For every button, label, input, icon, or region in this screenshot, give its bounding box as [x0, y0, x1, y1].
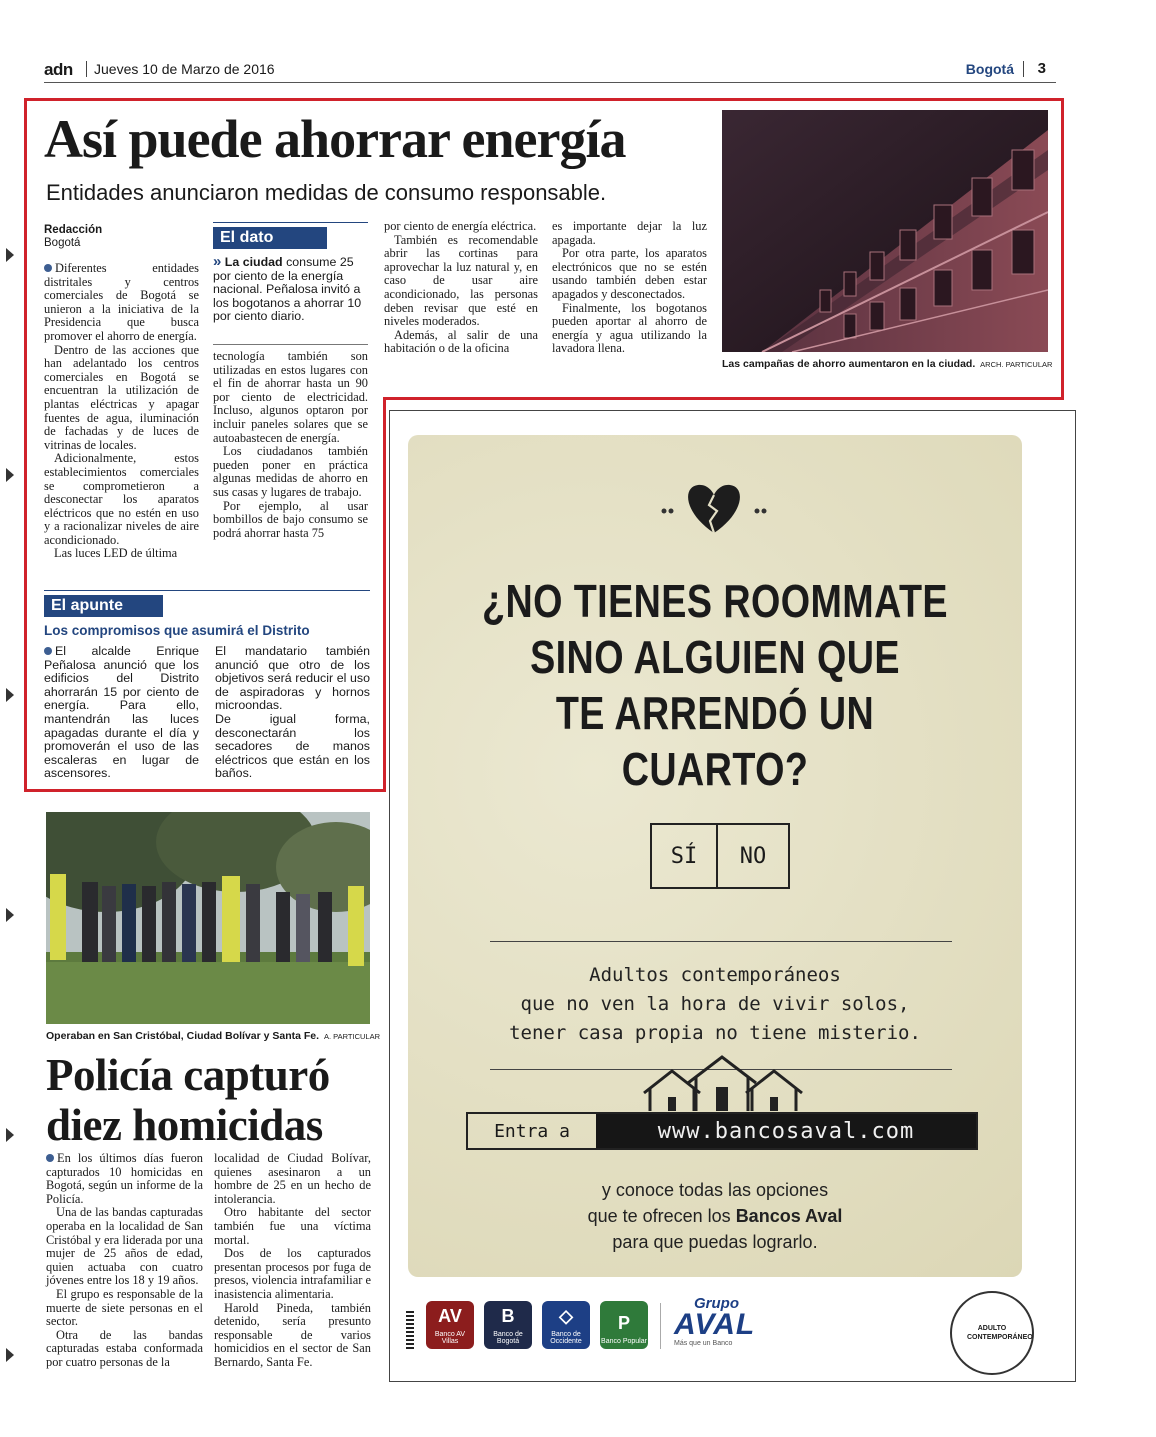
divider	[1023, 61, 1024, 77]
paragraph: Diferentes entidades distritales y centros comerciales de Bogotá se unieron a la iniciativa de la Presidencia que busca promover el ahorro de energía.	[44, 261, 199, 343]
paragraph: Adicionalmente, estos establecimientos comerciales se comprometieron a desconectar los aparatos eléctricos que no estén en uso y a racionalizar niveles de aire acondicionado.	[44, 451, 199, 547]
byline-location: Bogotá	[44, 237, 81, 249]
paragraph: Dos de los capturados presentan procesos por fuga de presos, violencia intrafamiliar e inasistencia alimentaria.	[214, 1246, 371, 1301]
paragraph: Otro habitante del sector también fue una víctima mortal.	[214, 1205, 371, 1247]
paragraph: El mandatario también anunció que otro de los objetivos será reducir el uso de aspiradoras y hornos microondas.	[215, 644, 370, 713]
paragraph: De igual forma, desconectarán los secadores de manos eléctricos que están en los baños.	[215, 711, 370, 781]
building-illustration	[722, 110, 1048, 352]
highlight-outline	[24, 398, 27, 792]
building-photo	[722, 110, 1048, 352]
paragraph: localidad de Ciudad Bolívar, quienes asesinaron a un hombre de 25 en un hecho de intolerancia.	[214, 1151, 371, 1206]
chevron-right-icon: »	[213, 253, 222, 270]
margin-mark	[6, 248, 14, 262]
option-yes-label: SÍ	[670, 843, 698, 869]
ad-body: Adultos contemporáneos que no ven la hora de vivir solos, tener casa propia no tiene misterio.	[509, 964, 921, 1044]
bullet-icon	[44, 647, 52, 655]
margin-mark	[6, 468, 14, 482]
police-headline: Policía capturó diez homicidas	[46, 1050, 330, 1150]
houses-icon	[638, 1053, 808, 1113]
option-no-box[interactable]	[718, 823, 790, 889]
bank-logos	[426, 1301, 648, 1349]
divider	[86, 61, 87, 77]
group-tagline: Más que un Banco	[674, 1340, 733, 1347]
photo-credit: A. PARTICULAR	[324, 1032, 380, 1041]
grupo-aval-logo	[674, 1295, 755, 1347]
bank-logo-occidente: ◇ Banco de Occidente	[542, 1301, 590, 1349]
paragraph: Además, al salir de una habitación o de la oficina	[384, 327, 538, 356]
cta-url[interactable]: www.bancosaval.com	[596, 1114, 976, 1148]
barcode-icon	[406, 1311, 414, 1351]
byline	[44, 224, 102, 250]
margin-mark	[6, 688, 14, 702]
police-photo	[46, 812, 370, 1024]
cta-prefix: Entra a	[494, 1120, 570, 1142]
seal-text: ADULTO CONTEMPORÁNEO	[967, 1325, 1033, 1341]
photo-credit: ARCH. PARTICULAR	[980, 360, 1053, 369]
paragraph: Finalmente, los bogotanos pueden aportar al ahorro de energía y agua utilizando la lavadora llena.	[552, 300, 707, 356]
option-no-label: NO	[739, 843, 767, 869]
el-dato-box	[213, 222, 368, 324]
paragraph: El grupo es responsable de la muerte de siete personas en el sector.	[46, 1286, 203, 1329]
issue-date: Jueves 10 de Marzo de 2016	[94, 61, 275, 77]
paragraph: Dentro de las acciones que han adelantado los centros comerciales en Bogotá se encuentran la utilización de plantas eléctricas y apagar fuentes de agua, iluminación de fachadas y de luces de vitrinas de locales.	[44, 342, 199, 452]
highlight-outline	[383, 397, 1064, 400]
bullet-icon	[44, 264, 52, 272]
paragraph: El alcalde Enrique Peñalosa anunció que los edificios del Distrito ahorrarán 15 por ciento de energía. Para ello, mantendrán las luces apagadas durante el día y promoverán el uso de las escaleras en lugar de ascensores.	[44, 644, 199, 781]
police-column-1	[46, 1152, 203, 1370]
el-dato-label: El dato	[213, 227, 327, 249]
bank-logo-popular: P Banco Popular	[600, 1301, 648, 1349]
page-number: 3	[1037, 60, 1046, 77]
police-photo-caption: Operaban en San Cristóbal, Ciudad Bolívar y Santa Fe. A. PARTICULAR	[46, 1030, 380, 1042]
el-apunte-label: El apunte	[44, 595, 163, 617]
masthead	[44, 58, 1056, 83]
margin-mark	[6, 1128, 14, 1142]
divider	[213, 344, 368, 345]
el-apunte-title: Los compromisos que asumirá el Distrito	[44, 623, 310, 638]
el-apunte-column-2	[215, 645, 370, 781]
paragraph: Los ciudadanos también pueden poner en práctica algunas medidas de ahorro en sus casas y lugares de trabajo.	[213, 444, 368, 499]
energy-headline: Así puede ahorrar energía	[44, 109, 626, 169]
seal-icon	[950, 1291, 1034, 1375]
byline-author: Redacción	[44, 224, 103, 236]
highlight-outline	[24, 789, 386, 792]
paragraph: por ciento de energía eléctrica.	[384, 219, 537, 233]
photo-caption: Las campañas de ahorro aumentaron en la ciudad. ARCH. PARTICULAR	[722, 358, 1053, 370]
ad-footer: y conoce todas las opciones que te ofrecen los Bancos Aval para que puedas lograrlo.	[587, 1180, 843, 1252]
el-dato-text: consume 25 por ciento de la energía nacional. Peñalosa invitó a los bogotanos a ahorrar 10 por ciento diario.	[213, 255, 362, 324]
paragraph: es importante dejar la luz apagada.	[552, 219, 707, 247]
bullet-icon	[46, 1154, 54, 1162]
paragraph: También es recomendable abrir las cortinas para aprovechar la luz natural y, en caso de usar aire acondicionado, las personas deben revisar que esté en niveles moderados.	[384, 232, 538, 329]
el-dato-lead: La ciudad	[224, 255, 283, 269]
paragraph: Las luces LED de última	[54, 546, 178, 561]
cta-bar[interactable]	[466, 1112, 978, 1150]
section-name: Bogotá	[965, 61, 1014, 77]
energy-column-3	[384, 220, 538, 356]
bank-logo-av-villas: AV Banco AV Villas	[426, 1301, 474, 1349]
highlight-outline	[383, 397, 386, 792]
police-column-2	[214, 1152, 371, 1370]
bank-logo-bogota: B Banco de Bogotá	[484, 1301, 532, 1349]
police-illustration	[46, 812, 370, 1024]
divider	[660, 1303, 661, 1349]
margin-mark	[6, 908, 14, 922]
advertisement	[389, 410, 1076, 1382]
paragraph: Por otra parte, los aparatos electrónicos que no se estén usando también deben estar apagados y desconectados.	[552, 246, 707, 301]
option-yes-box[interactable]	[650, 823, 718, 889]
paragraph: tecnología también son utilizadas en estos lugares con el fin de ahorrar hasta un 90 por ciento de electricidad. Incluso, algunos optaron por incluir paneles solares que se autoabastecen de energía.	[213, 349, 368, 445]
paragraph: Por ejemplo, al usar bombillos de bajo consumo se podrá ahorrar hasta 75	[213, 498, 368, 540]
brand-logo: adn	[44, 60, 73, 79]
group-label: Grupo	[694, 1295, 739, 1312]
margin-mark	[6, 1348, 14, 1362]
energy-column-1	[44, 262, 199, 561]
paragraph: En los últimos días fueron capturados 10 homicidas en Bogotá, según un informe de la Policía.	[46, 1151, 203, 1206]
paragraph: Una de las bandas capturadas operaba en la localidad de San Cristóbal y era liderada por una mujer de 25 años de edad, quien actuaba con cuatro jóvenes entre los 18 y 19 años.	[46, 1205, 203, 1288]
energy-column-2	[213, 350, 368, 540]
el-apunte-box	[44, 590, 370, 638]
energy-subheadline: Entidades anunciaron medidas de consumo responsable.	[46, 180, 607, 205]
group-name: AVAL	[674, 1308, 756, 1341]
ad-background	[408, 435, 1022, 1277]
energy-column-4	[552, 220, 707, 356]
broken-heart-icon	[654, 477, 774, 537]
paragraph: Harold Pineda, también detenido, sería presunto responsable de varios homicidios en el sector de San Bernardo, Santa Fe.	[214, 1300, 371, 1369]
paragraph: Otra de las bandas capturadas estaba conformada por cuatro personas de la	[46, 1327, 203, 1369]
divider	[490, 941, 952, 942]
ad-question: ¿NO TIENES ROOMMATE SINO ALGUIEN QUE TE ARRENDÓ UN CUARTO?	[481, 575, 949, 795]
el-apunte-column-1	[44, 645, 199, 781]
